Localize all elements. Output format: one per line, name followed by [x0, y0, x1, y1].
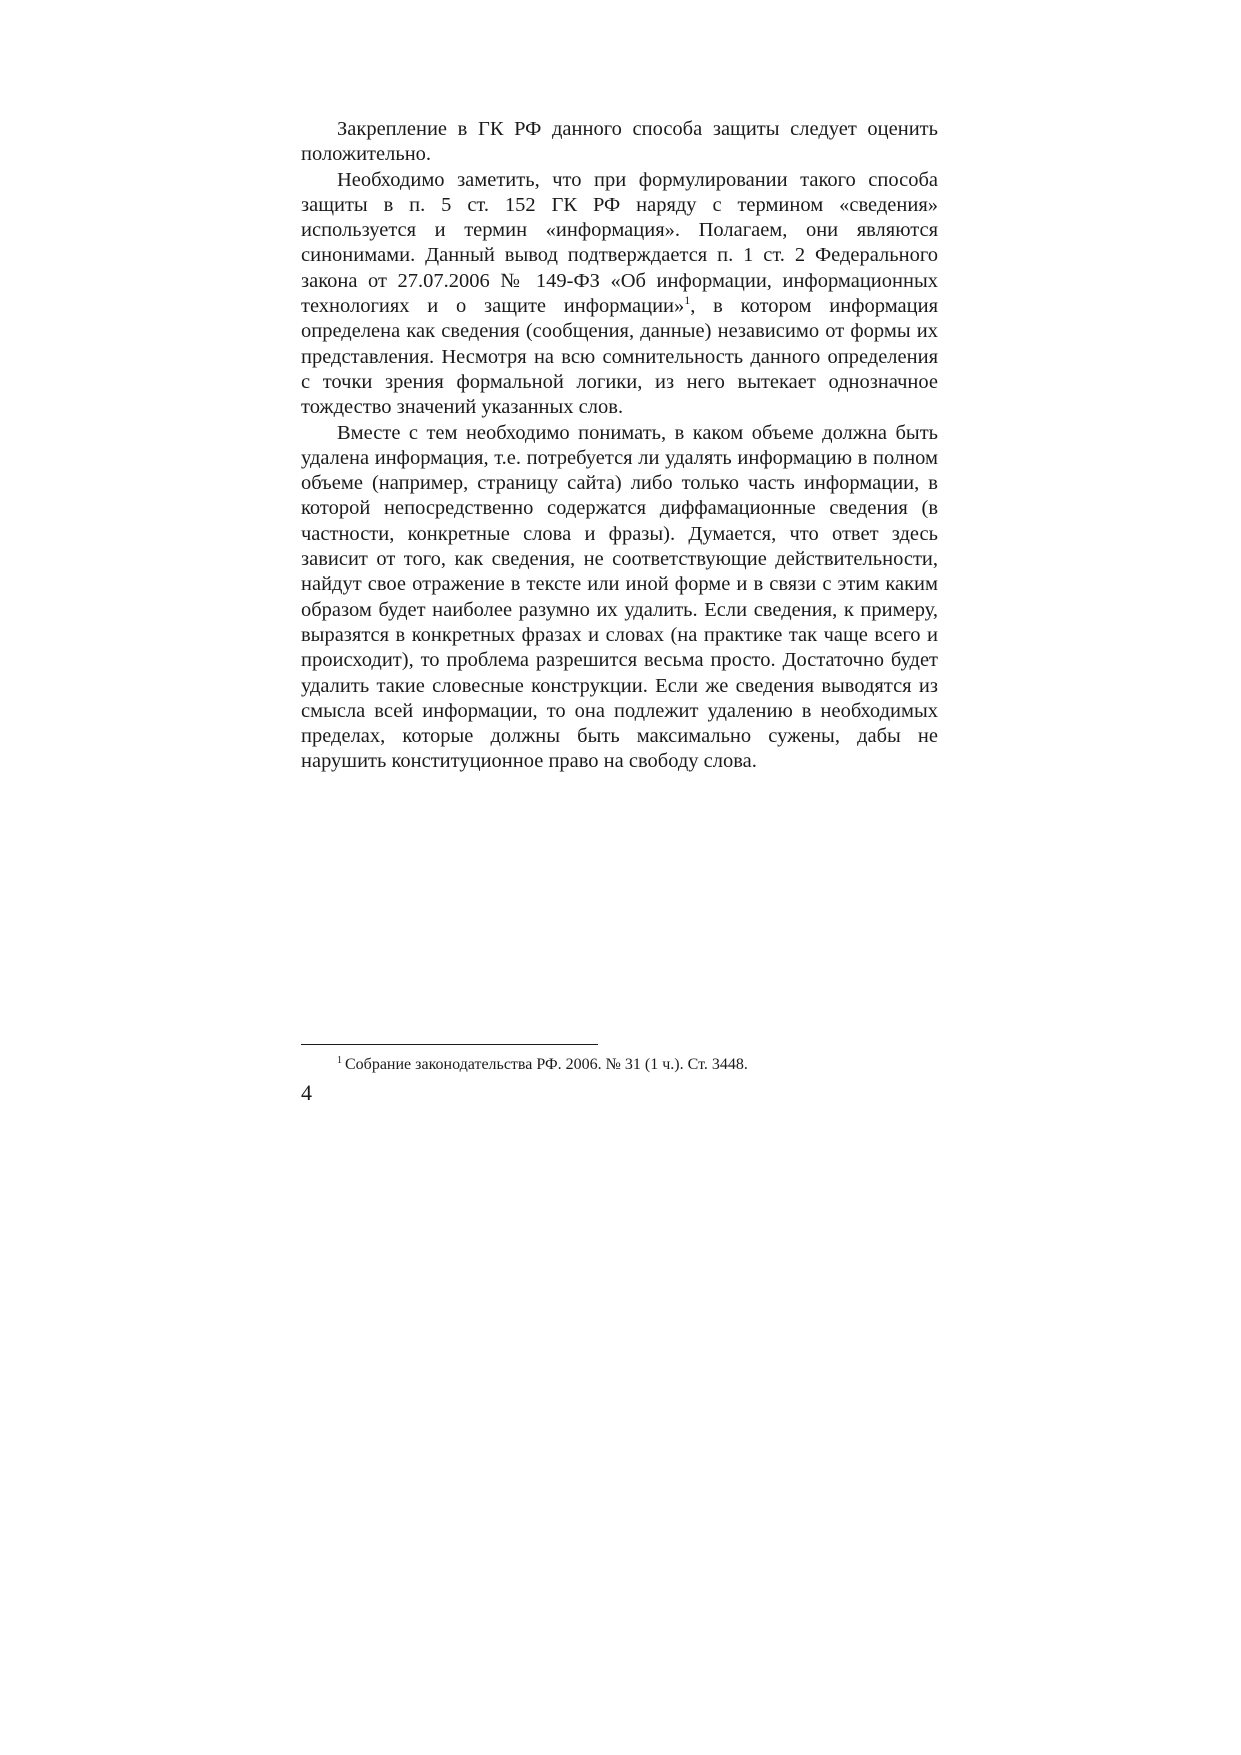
paragraph-3 [301, 421, 938, 775]
footnote-separator [301, 1044, 598, 1045]
footnote-text: Собрание законодательства РФ. 2006. № 31 (1 ч.). Ст. 3448. [345, 1056, 748, 1073]
paragraph-1 [301, 117, 938, 168]
footnote [301, 1055, 938, 1075]
paragraph-3-text: Вместе с тем необходимо понимать, в каком объеме должна быть удалена информация, т.е. потребуется ли удалять информацию в полном объеме (например, страницу сайта) либо только часть информации, в которой непосредственно содержатся диффамационные сведения (в частности, конкретные слова и фразы). Думается, что ответ здесь зависит от того, как сведения, не соответствующие действительности, найдут свое отражение в тексте или иной форме и в связи с этим каким образом будет наиболее разумно их удалить. Если сведения, к примеру, выразятся в конкретных фразах и словах (на практике так чаще всего и происходит), то проблема разрешится весьма просто. Достаточно будет удалить такие словесные конструкции. Если же сведения выводятся из смысла всей информации, то она подлежит удалению в необходимых пределах, которые должны быть максимально сужены, дабы не нарушить конституционное право на свободу слова. [301, 421, 938, 773]
page-number: 4 [301, 1080, 312, 1105]
paragraph-1-text: Закрепление в ГК РФ данного способа защиты следует оценить положительно. [301, 118, 938, 166]
footnote-number: 1 [337, 1054, 342, 1066]
paragraph-2-text-after: , в котором информация определена как сведения (сообщения, данные) независимо от формы их представления. Несмотря на всю сомнительность данного определения с точки зрения формальной логики, из него вытекает однозначное тождество значений указанных слов. [301, 295, 938, 419]
paragraph-2 [301, 168, 938, 421]
paragraph-2-text-before: Необходимо заметить, что при формулировании такого способа защиты в п. 5 ст. 152 ГК РФ наряду с термином «сведения» используется и термин «информация». Полагаем, они являются синонимами. Данный вывод подтверждается п. 1 ст. 2 Федерального закона от 27.07.2006 № 149-ФЗ «Об информации, информационных технологиях и о защите информации» [301, 168, 938, 318]
body-text [301, 117, 938, 775]
footnote-reference: 1 [684, 293, 691, 308]
